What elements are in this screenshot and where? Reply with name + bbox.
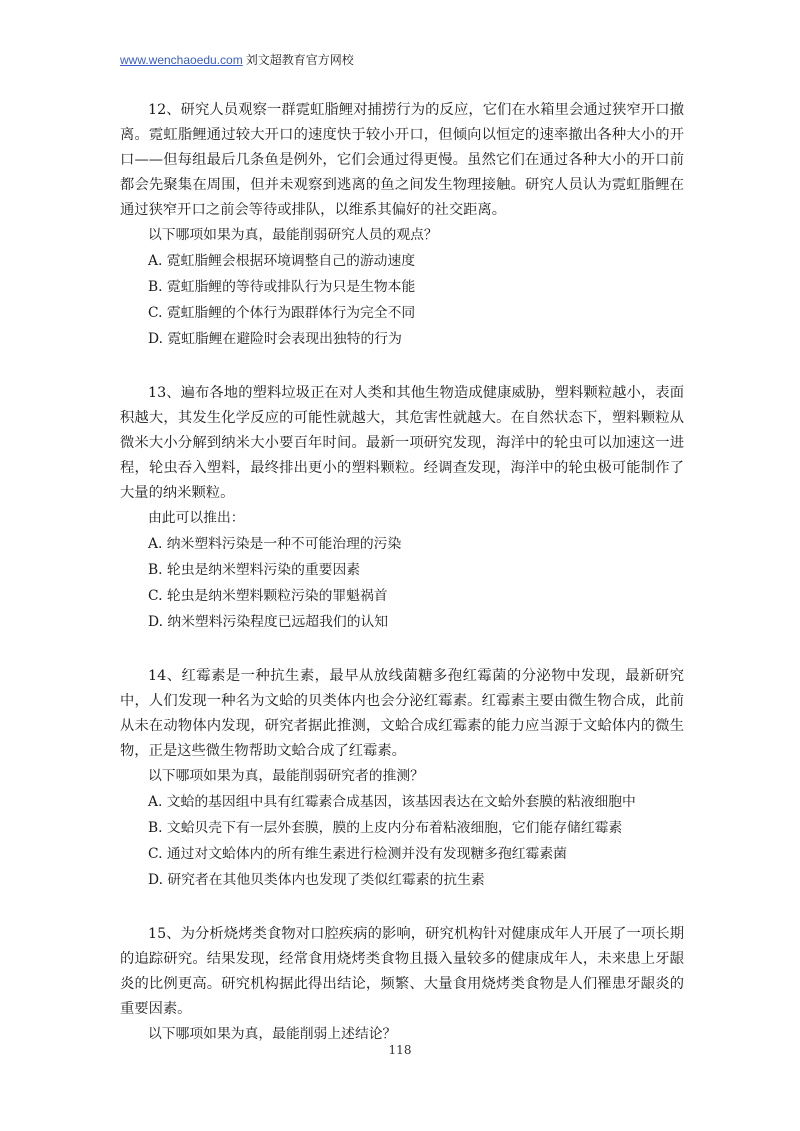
question-stem: 13、遍布各地的塑料垃圾正在对人类和其他生物造成健康威胁，塑料颗粒越小，表面积越大，其发生化学反应的可能性就越大，其危害性就越大。在自然状态下，塑料颗粒从微米大小分解到纳米大小要百年时间。最新一项研究发现，海洋中的轮虫可以加速这一进程，轮虫吞入塑料，最终排出更小的塑料颗粒。经调查发现，海洋中的轮虫极可能制作了大量的纳米颗粒。 xyxy=(120,385,684,501)
question-prompt: 以下哪项如果为真，最能削弱研究人员的观点？ xyxy=(148,227,438,243)
option-c: C. 轮虫是纳米塑料颗粒污染的罪魁祸首 xyxy=(148,588,388,604)
header-school-name: 刘文超教育官方网校 xyxy=(245,53,354,67)
question-stem: 15、为分析烧烤类食物对口腔疾病的影响，研究机构针对健康成年人开展了一项长期的追踪研究。结果发现，经常食用烧烤类食物且摄入量较多的健康成年人，未来患上牙龈炎的比例更高。研究机构据此得出结论，频繁、大量食用烧烤类食物是人们罹患牙龈炎的重要因素。 xyxy=(120,926,684,1017)
question-stem: 12、研究人员观察一群霓虹脂鲤对捕捞行为的反应，它们在水箱里会通过狭窄开口撤离。霓虹脂鲤通过较大开口的速度快于较小开口，但倾向以恒定的速率撤出各种大小的开口——但每组最后几条鱼是例外，它们会通过得更慢。虽然它们在通过各种大小的开口前都会先聚集在周围，但并未观察到逃离的鱼之间发生物理接触。研究人员认为霓虹脂鲤在通过狭窄开口之前会等待或排队，以维系其偏好的社交距离。 xyxy=(120,102,684,218)
option-c: C. 霓虹脂鲤的个体行为跟群体行为完全不同 xyxy=(148,305,416,321)
page-number: 118 xyxy=(388,1043,412,1057)
page-content xyxy=(120,98,684,1076)
header-link[interactable]: www.wenchaoedu.com xyxy=(120,53,243,67)
question-15 xyxy=(120,922,684,1047)
option-a: A. 纳米塑料污染是一种不可能治理的污染 xyxy=(148,536,402,552)
option-a: A. 文蛤的基因组中具有红霉素合成基因，该基因表达在文蛤外套膜的粘液细胞中 xyxy=(148,794,636,810)
option-b: B. 霓虹脂鲤的等待或排队行为只是生物本能 xyxy=(148,279,416,295)
question-prompt: 由此可以推出： xyxy=(148,510,245,526)
question-14 xyxy=(120,664,684,893)
page-header xyxy=(120,52,354,68)
option-d: D. 研究者在其他贝类体内也发现了类似红霉素的抗生素 xyxy=(148,872,485,888)
option-d: D. 霓虹脂鲤在避险时会表现出独特的行为 xyxy=(148,331,402,347)
option-c: C. 通过对文蛤体内的所有维生素进行检测并没有发现糖多孢红霉素菌 xyxy=(148,846,567,862)
question-prompt: 以下哪项如果为真，最能削弱研究者的推测？ xyxy=(148,768,424,784)
option-a: A. 霓虹脂鲤会根据环境调整自己的游动速度 xyxy=(148,253,416,269)
question-prompt: 以下哪项如果为真，最能削弱上述结论？ xyxy=(148,1026,397,1042)
question-13 xyxy=(120,381,684,635)
option-d: D. 纳米塑料污染程度已远超我们的认知 xyxy=(148,614,389,630)
option-b: B. 轮虫是纳米塑料污染的重要因素 xyxy=(148,562,361,578)
question-stem: 14、红霉素是一种抗生素，最早从放线菌糖多孢红霉菌的分泌物中发现，最新研究中，人们发现一种名为文蛤的贝类体内也会分泌红霉素。红霉素主要由微生物合成，此前从未在动物体内发现，研究者据此推测，文蛤合成红霉素的能力应当源于文蛤体内的微生物，正是这些微生物帮助文蛤合成了红霉素。 xyxy=(120,668,684,759)
option-b: B. 文蛤贝壳下有一层外套膜，膜的上皮内分布着粘液细胞，它们能存储红霉素 xyxy=(148,820,623,836)
question-12 xyxy=(120,98,684,352)
